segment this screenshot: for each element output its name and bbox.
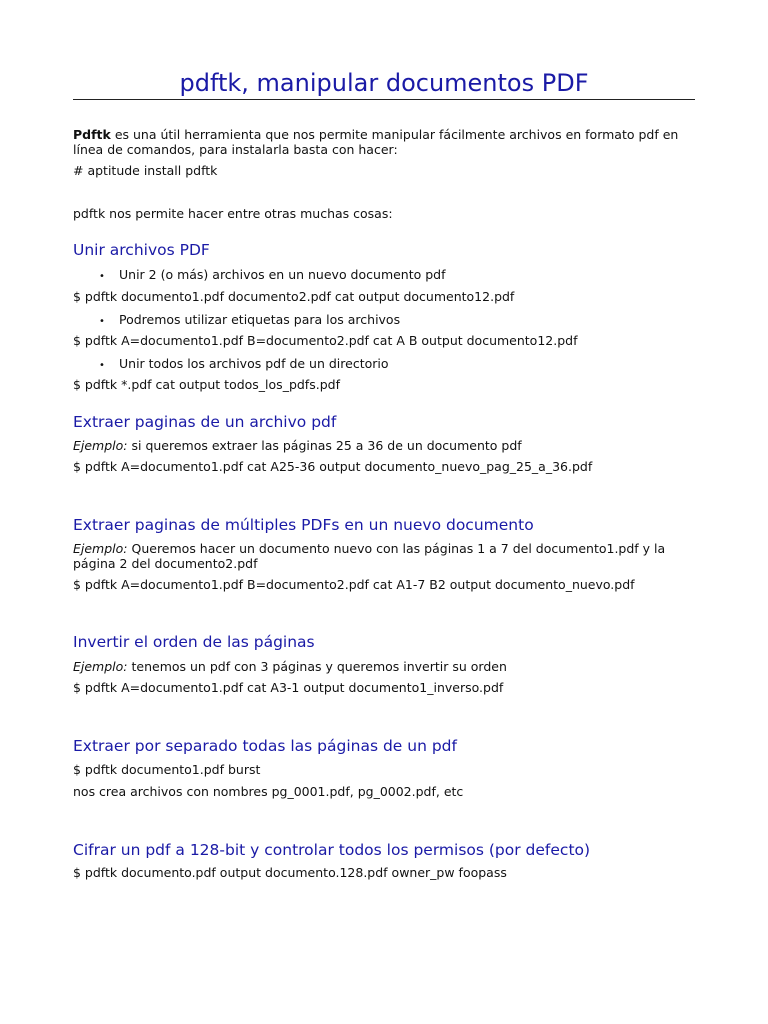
page-title: pdftk, manipular documentos PDF xyxy=(179,69,589,97)
intro-paragraph xyxy=(73,127,695,157)
heading-cifrar: Cifrar un pdf a 128-bit y controlar todos los permisos (por defecto) xyxy=(73,841,591,859)
list-item: • Unir 2 (o más) archivos en un nuevo documento pdf xyxy=(99,267,446,282)
command-multiples: $ pdftk A=documento1.pdf B=documento2.pdf cat A1-7 B2 output documento_nuevo.pdf xyxy=(73,577,635,592)
title-divider xyxy=(73,99,695,100)
command-unir-1: $ pdftk documento1.pdf documento2.pdf cat output documento12.pdf xyxy=(73,289,515,304)
heading-multiples: Extraer paginas de múltiples PDFs en un nuevo documento xyxy=(73,516,534,534)
example-label: Ejemplo: xyxy=(73,659,128,674)
intro-text: es una útil herramienta que nos permite manipular fácilmente archivos en formato pdf en línea de comandos, para instalarla basta con hacer: xyxy=(73,127,679,157)
example-multiples-line2: página 2 del documento2.pdf xyxy=(73,556,258,571)
example-extraer: Ejemplo: si queremos extraer las páginas 25 a 36 de un documento pdf xyxy=(73,438,522,453)
intro-bold-term: Pdftk xyxy=(73,127,111,142)
bullet-icon: • xyxy=(99,316,105,327)
install-command: # aptitude install pdftk xyxy=(73,163,218,178)
heading-extraer: Extraer paginas de un archivo pdf xyxy=(73,413,337,431)
example-label: Ejemplo: xyxy=(73,438,128,453)
command-unir-3: $ pdftk *.pdf cat output todos_los_pdfs.pdf xyxy=(73,377,340,392)
command-extraer: $ pdftk A=documento1.pdf cat A25-36 output documento_nuevo_pag_25_a_36.pdf xyxy=(73,459,593,474)
example-label: Ejemplo: xyxy=(73,541,128,556)
bullet-icon: • xyxy=(99,360,105,371)
burst-note: nos crea archivos con nombres pg_0001.pdf, pg_0002.pdf, etc xyxy=(73,784,464,799)
command-unir-2: $ pdftk A=documento1.pdf B=documento2.pdf cat A B output documento12.pdf xyxy=(73,333,578,348)
heading-invertir: Invertir el orden de las páginas xyxy=(73,633,315,651)
example-multiples-line1: Ejemplo: Queremos hacer un documento nuevo con las páginas 1 a 7 del documento1.pdf y la xyxy=(73,541,666,556)
list-item: • Unir todos los archivos pdf de un directorio xyxy=(99,356,389,371)
example-invertir: Ejemplo: tenemos un pdf con 3 páginas y queremos invertir su orden xyxy=(73,659,507,674)
heading-unir: Unir archivos PDF xyxy=(73,241,210,259)
list-item: • Podremos utilizar etiquetas para los archivos xyxy=(99,312,401,327)
command-invertir: $ pdftk A=documento1.pdf cat A3-1 output documento1_inverso.pdf xyxy=(73,680,504,695)
bullet-icon: • xyxy=(99,271,105,282)
command-cifrar: $ pdftk documento.pdf output documento.128.pdf owner_pw foopass xyxy=(73,865,507,880)
heading-burst: Extraer por separado todas las páginas de un pdf xyxy=(73,737,457,755)
command-burst: $ pdftk documento1.pdf burst xyxy=(73,762,261,777)
intro-lead: pdftk nos permite hacer entre otras muchas cosas: xyxy=(73,206,393,221)
